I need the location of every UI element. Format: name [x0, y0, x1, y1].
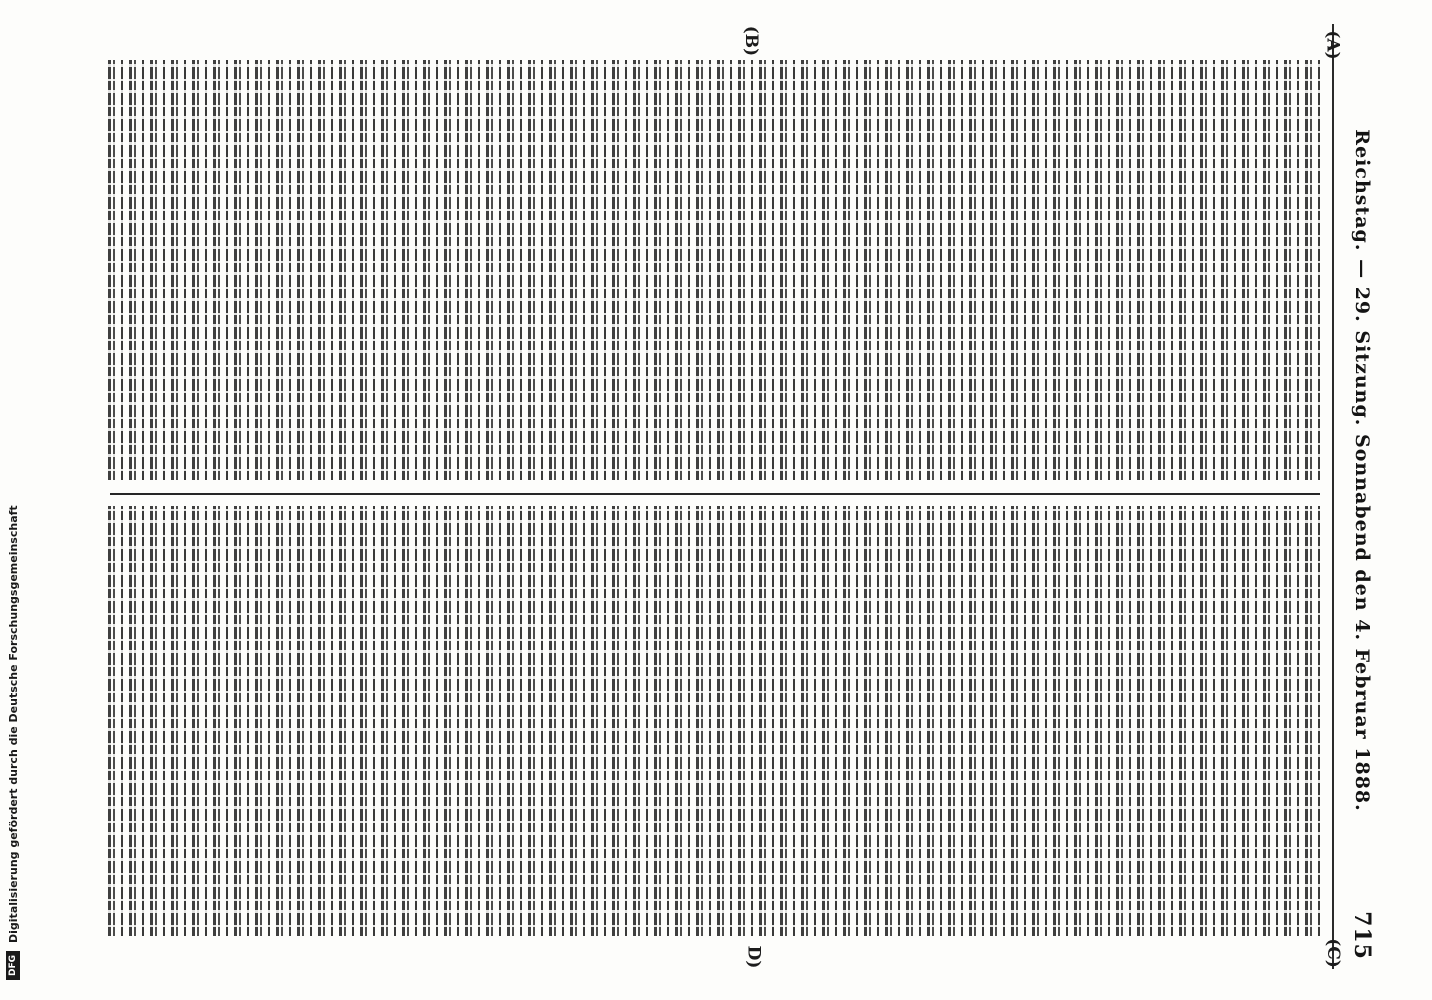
margin-marker-d: D) [742, 945, 763, 969]
dfg-logo: DFG [6, 951, 20, 980]
header-title: Reichstag. — 29. Sitzung. Sonnabend den 4. Februar 1888. [1351, 129, 1373, 812]
margin-marker-a: (A) [1323, 30, 1343, 60]
text-column-left [108, 60, 1322, 480]
text-column-right [108, 506, 1322, 936]
column-divider [110, 493, 1320, 495]
margin-marker-b: (B) [741, 25, 761, 57]
running-header [1340, 30, 1384, 960]
footer-credit-strip [0, 0, 26, 1000]
page-number: 715 [1349, 911, 1375, 960]
header-rule [1332, 24, 1334, 969]
digitization-credit: Digitalisierung gefördert durch die Deutsche Forschungsgemeinschaft [6, 505, 20, 943]
margin-marker-c: (C) [1323, 938, 1343, 968]
